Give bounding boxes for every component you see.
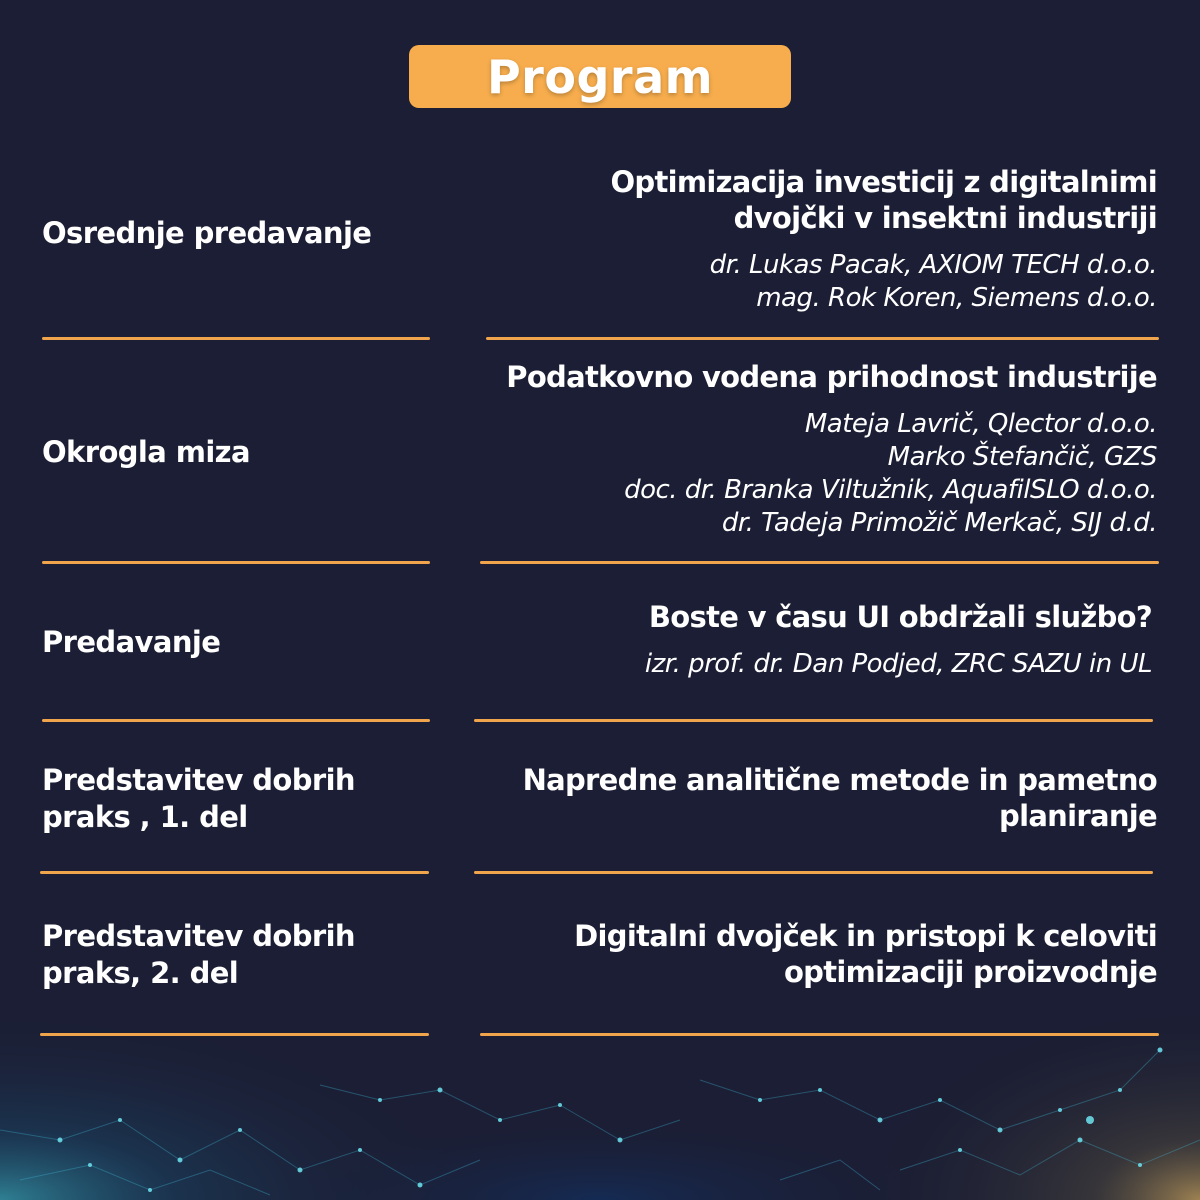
speaker: mag. Rok Koren, Siemens d.o.o. [756, 283, 1157, 313]
talk-title [457, 762, 1157, 834]
divider-right [486, 337, 1159, 340]
session-type-line: Okrogla miza [42, 435, 250, 469]
speaker: Mateja Lavrič, Qlector d.o.o. [804, 409, 1157, 439]
talk-title [452, 599, 1152, 635]
speaker-list [457, 249, 1157, 315]
divider-left [42, 561, 430, 564]
talk-title-line: optimizaciji proizvodnje [783, 955, 1157, 989]
session-details-1 [457, 164, 1157, 315]
speaker-list [452, 648, 1152, 681]
session-type-line: praks , 1. del [42, 800, 248, 834]
speaker: Marko Štefančič, GZS [887, 442, 1157, 472]
session-type-3 [42, 624, 220, 661]
session-type-line: Predstavitev dobrih [42, 919, 355, 953]
session-type-line: Predstavitev dobrih [42, 763, 355, 797]
session-type-2 [42, 434, 250, 471]
speaker: dr. Lukas Pacak, AXIOM TECH d.o.o. [709, 250, 1157, 280]
divider-right [474, 871, 1153, 874]
talk-title-line: Boste v času UI obdržali službo? [648, 600, 1152, 634]
divider-left [40, 1033, 429, 1036]
talk-title-line: Optimizacija investicij z digitalnimi [610, 165, 1157, 199]
divider-left [40, 871, 429, 874]
speaker: doc. dr. Branka Viltužnik, AquafilSLO d.o.o. [624, 475, 1157, 505]
divider-right [480, 1033, 1159, 1036]
talk-title-line: Napredne analitične metode in pametno [522, 763, 1157, 797]
speaker: dr. Tadeja Primožič Merkač, SIJ d.d. [721, 508, 1157, 538]
talk-title-line: dvojčki v insektni industriji [733, 201, 1157, 235]
speaker-list [457, 408, 1157, 540]
talk-title-line: Podatkovno vodena prihodnost industrije [506, 360, 1157, 394]
divider-left [42, 337, 430, 340]
session-type-line: Predavanje [42, 625, 221, 659]
session-type-5 [42, 918, 355, 992]
divider-right [474, 719, 1153, 722]
talk-title [457, 918, 1157, 990]
session-type-4 [42, 762, 355, 836]
session-type-line: Osrednje predavanje [42, 216, 372, 250]
session-type-line: praks, 2. del [42, 956, 239, 990]
talk-title [457, 164, 1157, 236]
talk-title [457, 359, 1157, 395]
session-details-5 [457, 918, 1157, 990]
session-details-2 [457, 359, 1157, 540]
session-details-3 [452, 599, 1152, 681]
session-type-1 [42, 215, 371, 252]
page-title: Program [486, 49, 714, 104]
talk-title-line: Digitalni dvojček in pristopi k celoviti [574, 919, 1157, 953]
divider-left [42, 719, 430, 722]
session-details-4 [457, 762, 1157, 834]
speaker: izr. prof. dr. Dan Podjed, ZRC SAZU in UL [644, 649, 1152, 679]
talk-title-line: planiranje [999, 799, 1157, 833]
divider-right [480, 561, 1159, 564]
program-title-badge [409, 45, 791, 108]
